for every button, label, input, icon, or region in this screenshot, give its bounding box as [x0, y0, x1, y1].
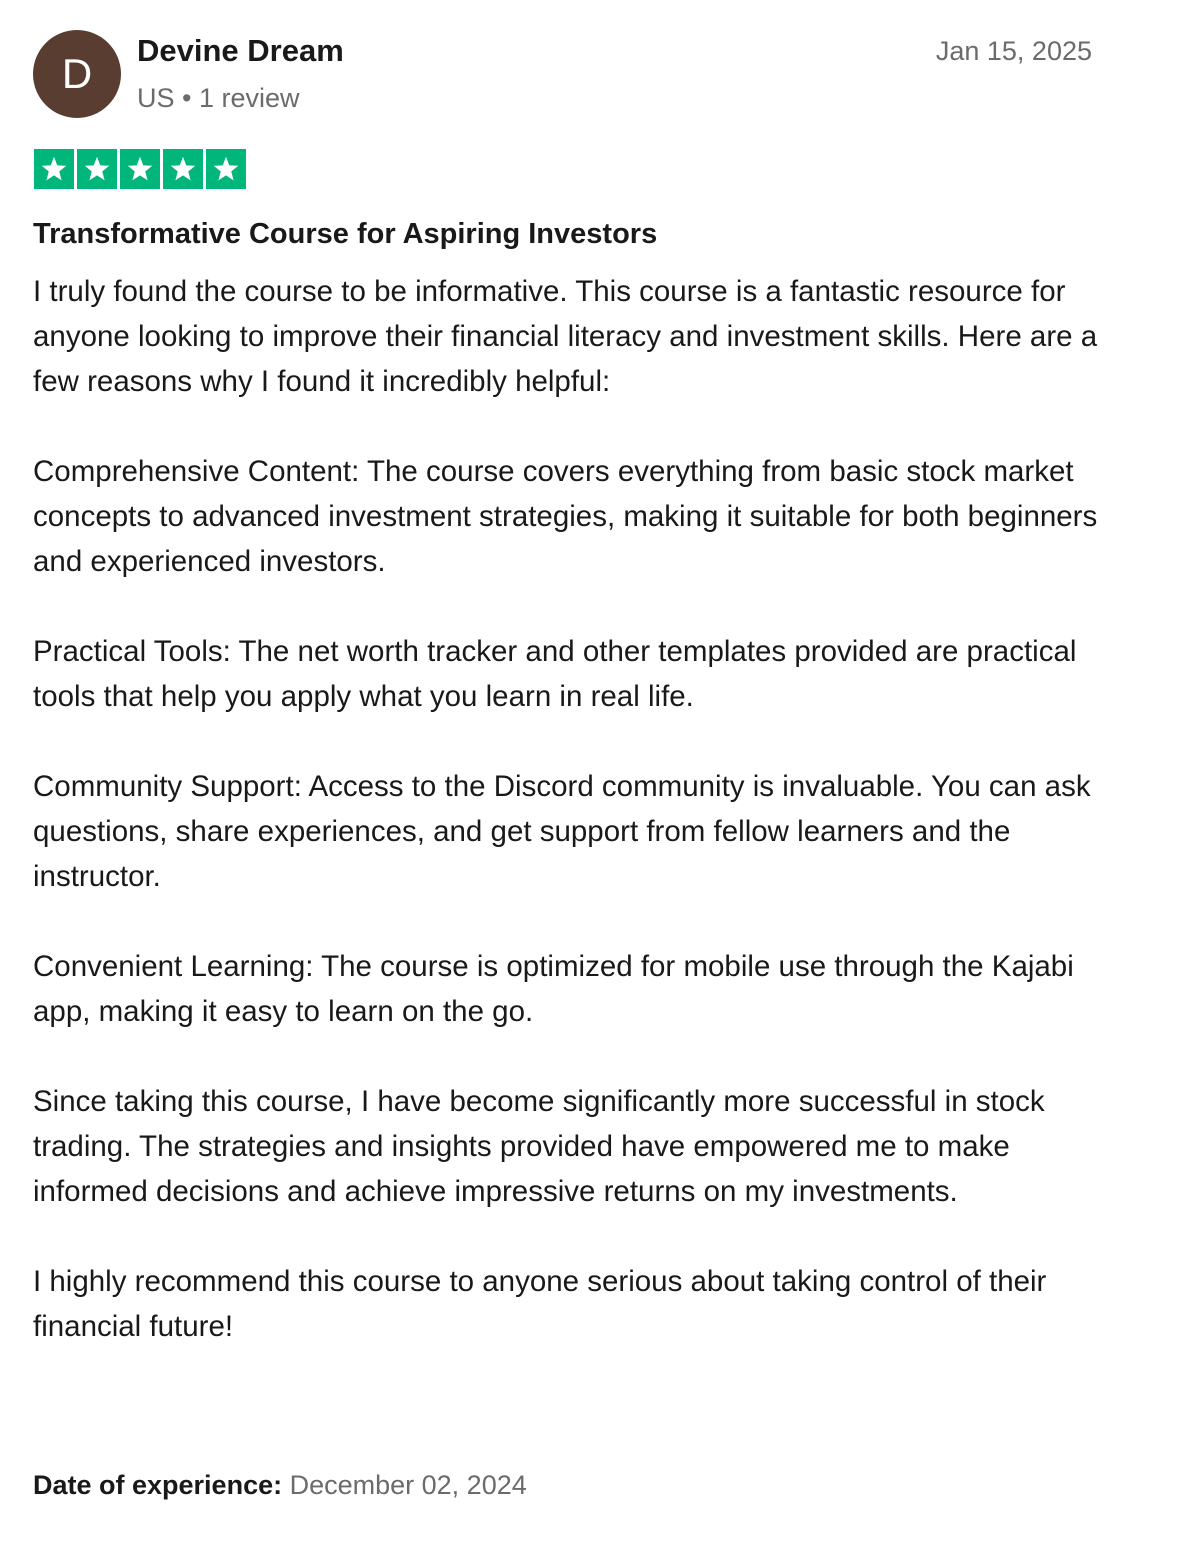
star-rating — [34, 149, 246, 189]
experience-label: Date of experience: — [33, 1470, 290, 1500]
reviewer-name[interactable]: Devine Dream — [137, 33, 344, 68]
review-paragraph: Since taking this course, I have become significantly more successful in stock trading. The strategies and insights provided have empowered me to make informed decisions and achieve impressive returns on my investments. — [33, 1085, 1045, 1208]
review-date: Jan 15, 2025 — [935, 36, 1092, 66]
date-of-experience — [33, 1466, 527, 1504]
reviewer-meta: US • 1 review — [137, 83, 300, 113]
experience-date: December 02, 2024 — [289, 1470, 527, 1500]
star-icon — [34, 149, 74, 189]
star-icon — [120, 149, 160, 189]
review-title[interactable]: Transformative Course for Aspiring Investors — [33, 218, 658, 250]
star-icon — [206, 149, 246, 189]
avatar[interactable]: D — [33, 30, 121, 118]
star-icon — [163, 149, 203, 189]
review-paragraph: Community Support: Access to the Discord community is invaluable. You can ask questions, share experiences, and get support from fellow learners and the instructor. — [33, 770, 1091, 893]
review-paragraph: Practical Tools: The net worth tracker and other templates provided are practical tools that help you apply what you learn in real life. — [33, 635, 1077, 713]
review-body — [33, 269, 1113, 1349]
review-paragraph: Comprehensive Content: The course covers everything from basic stock market concepts to advanced investment strategies, making it suitable for both beginners and experienced investors. — [33, 455, 1098, 578]
review-paragraph: Convenient Learning: The course is optimized for mobile use through the Kajabi app, making it easy to learn on the go. — [33, 950, 1074, 1028]
review-paragraph: I highly recommend this course to anyone serious about taking control of their financial future! — [33, 1265, 1047, 1343]
review-paragraph: I truly found the course to be informative. This course is a fantastic resource for anyone looking to improve their financial literacy and investment skills. Here are a few reasons why I found it incredibly helpful: — [33, 275, 1098, 398]
star-icon — [77, 149, 117, 189]
